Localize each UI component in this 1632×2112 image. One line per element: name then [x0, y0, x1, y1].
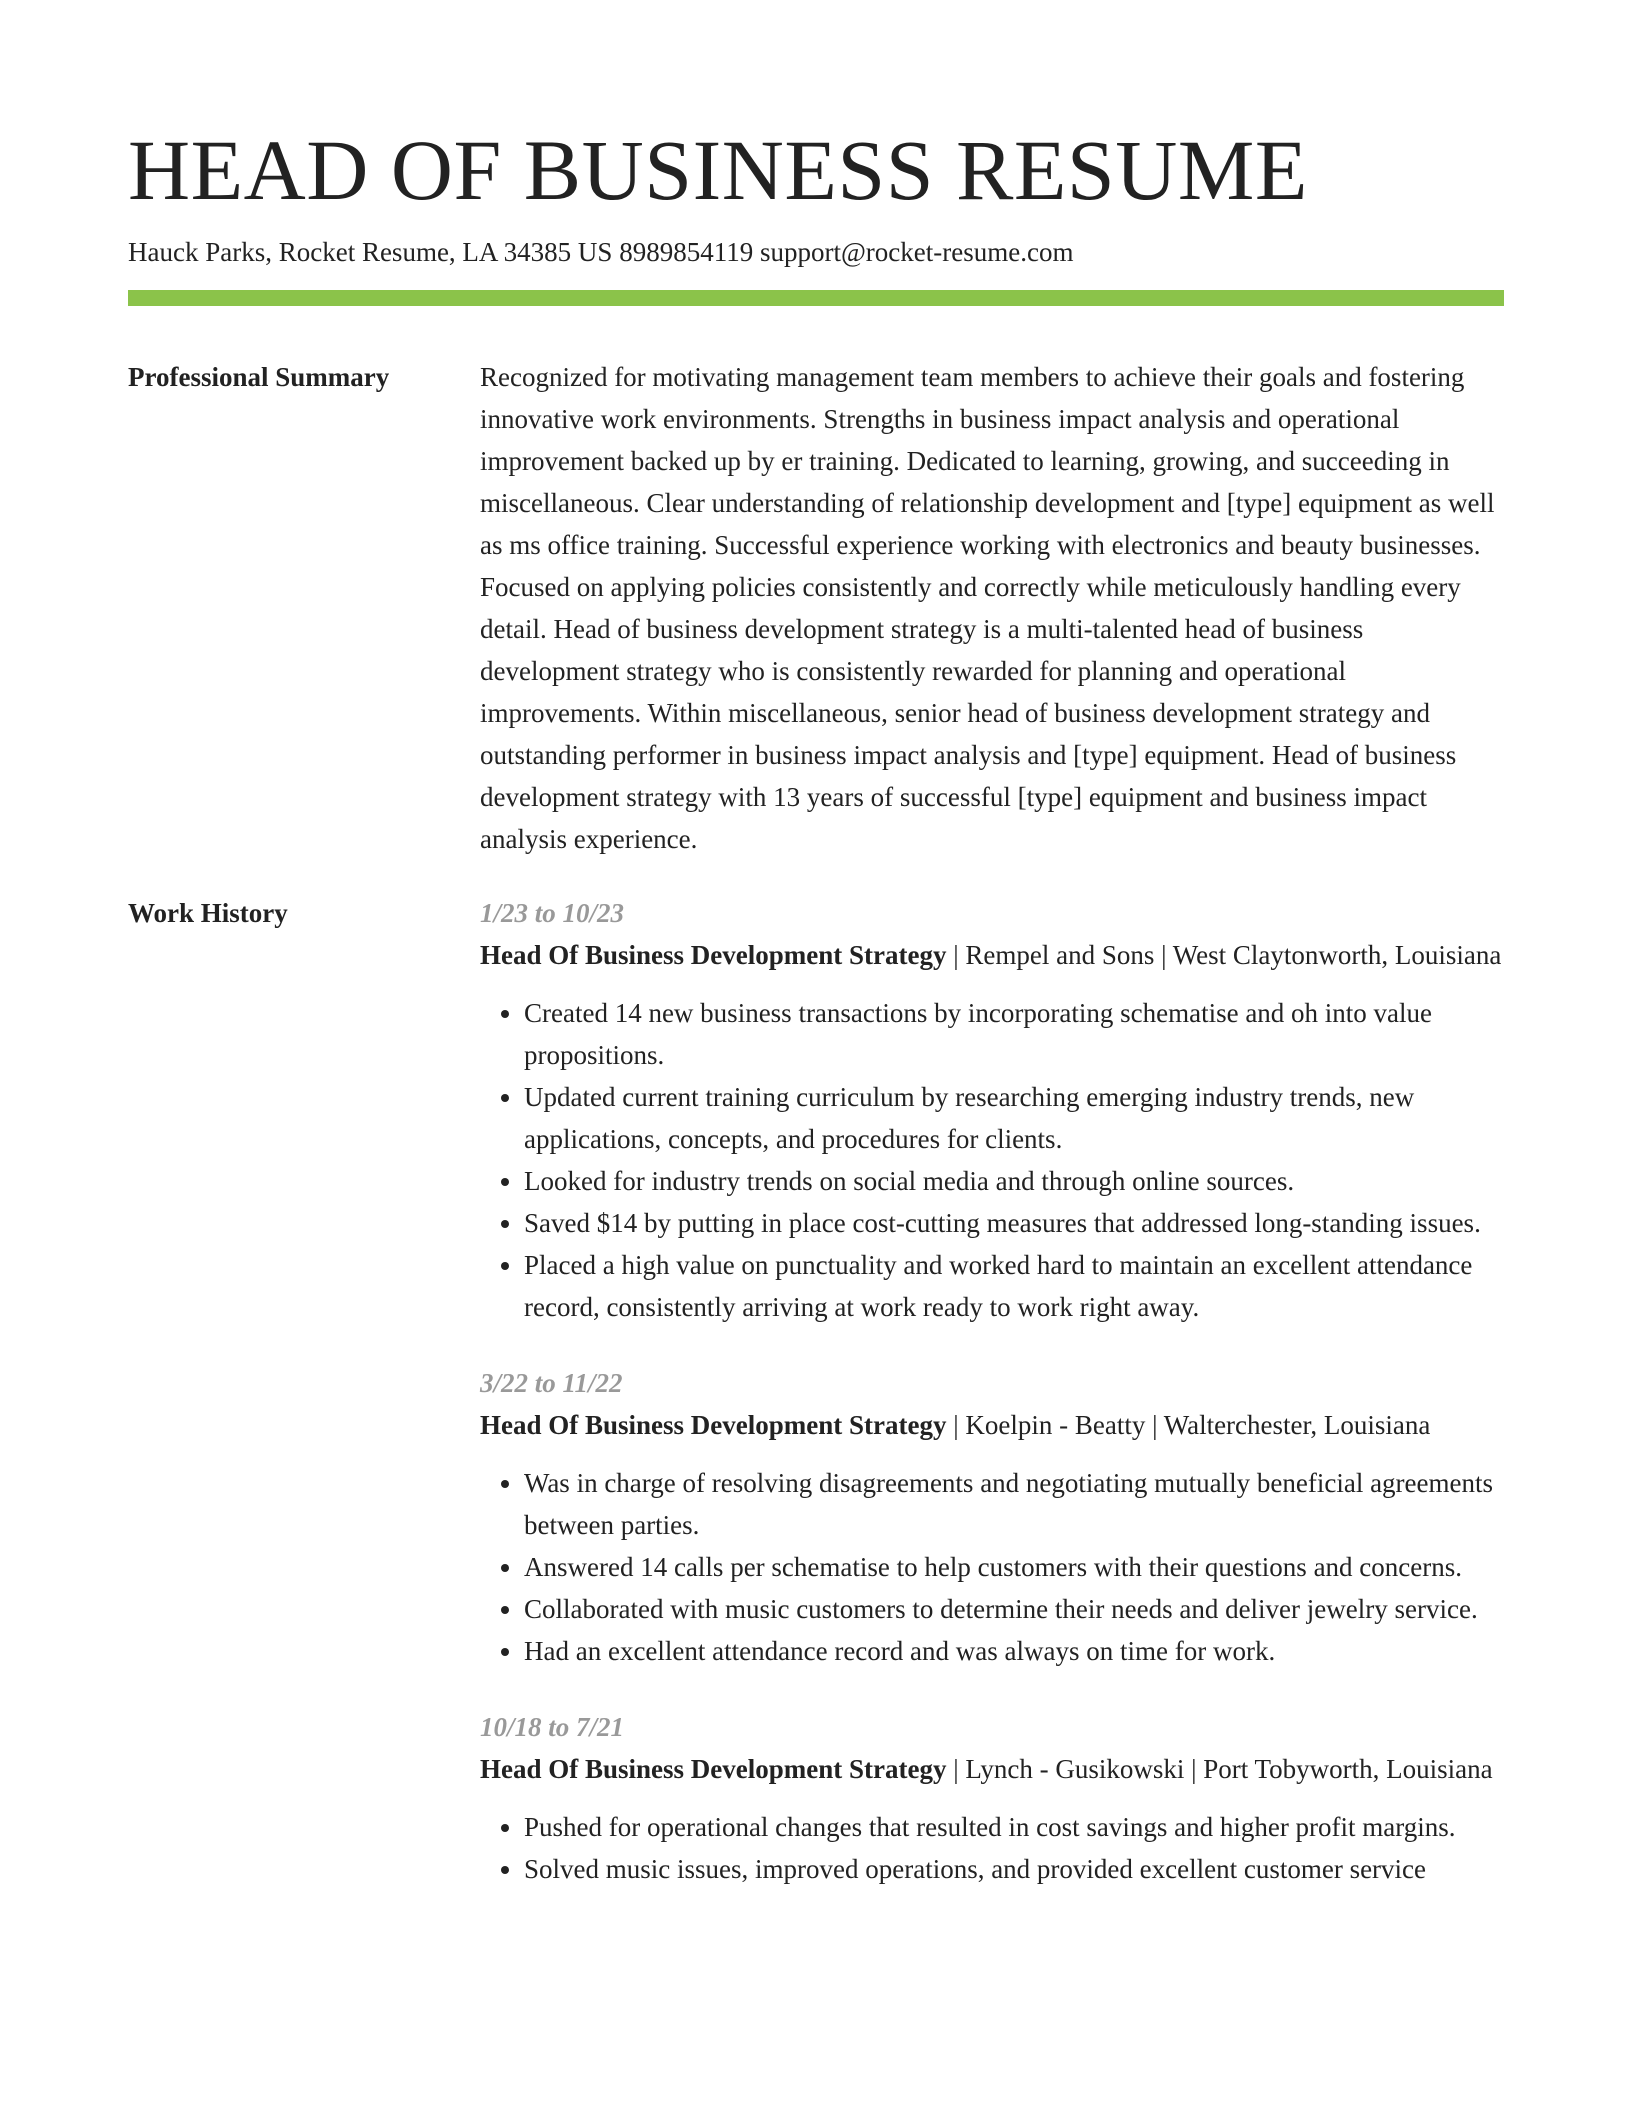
job-entry: [480, 892, 1504, 1328]
job-dates: 1/23 to 10/23: [480, 898, 625, 928]
job-heading: [480, 1748, 1504, 1790]
job-heading: [480, 934, 1504, 976]
job-bullet-list: [480, 1462, 1504, 1672]
section-label-work-history: Work History: [128, 898, 288, 928]
job-title: Head Of Business Development Strategy: [480, 940, 947, 970]
job-entry: [480, 1706, 1504, 1890]
job-bullet: • Had an excellent attendance record and was always on time for work.: [524, 1630, 1504, 1672]
job-entry: [480, 1362, 1504, 1672]
job-employer-location: | Rempel and Sons | West Claytonworth, Louisiana: [946, 940, 1502, 970]
job-bullet: • Collaborated with music customers to determine their needs and deliver jewelry service.: [524, 1588, 1504, 1630]
job-bullet: • Pushed for operational changes that resulted in cost savings and higher profit margins.: [524, 1806, 1504, 1848]
job-bullet: • Looked for industry trends on social media and through online sources.: [524, 1160, 1504, 1202]
job-heading: [480, 1404, 1504, 1446]
work-history-list: [480, 892, 1504, 1924]
job-title: Head Of Business Development Strategy: [480, 1410, 947, 1440]
job-bullet-list: [480, 1806, 1504, 1890]
resume-title: HEAD OF BUSINESS RESUME: [128, 122, 1308, 218]
job-bullet: • Created 14 new business transactions by incorporating schematise and oh into value propositions.: [524, 992, 1504, 1076]
job-bullet: • Was in charge of resolving disagreements and negotiating mutually beneficial agreements between parties.: [524, 1462, 1504, 1546]
contact-line: Hauck Parks, Rocket Resume, LA 34385 US 8989854119 support@rocket-resume.com: [128, 237, 1074, 267]
job-bullet: • Placed a high value on punctuality and worked hard to maintain an excellent attendance record, consistently arriving at work ready to work right away.: [524, 1244, 1504, 1328]
summary-text: Recognized for motivating management team members to achieve their goals and fostering innovative work environments. Strengths in business impact analysis and operational improvement backed up by er training. Dedicated to learning, growing, and succeeding in miscellaneous. Clear understanding of relationship development and [type] equipment as well as ms office training. Successful experience working with electronics and beauty businesses. Focused on applying policies consistently and correctly while meticulously handling every detail. Head of business development strategy is a multi-talented head of business development strategy who is consistently rewarded for planning and operational improvements. Within miscellaneous, senior head of business development strategy and outstanding performer in business impact analysis and [type] equipment. Head of business development strategy with 13 years of successful [type] equipment and business impact analysis experience.: [480, 362, 1495, 854]
professional-summary-section: [128, 356, 1504, 860]
resume-page: [128, 118, 1504, 1924]
job-bullet: • Solved music issues, improved operations, and provided excellent customer service: [524, 1848, 1504, 1890]
job-bullet-list: [480, 992, 1504, 1328]
section-label-professional-summary: Professional Summary: [128, 362, 390, 392]
job-title: Head Of Business Development Strategy: [480, 1754, 947, 1784]
job-employer-location: | Koelpin - Beatty | Walterchester, Louisiana: [946, 1410, 1431, 1440]
job-bullet: • Saved $14 by putting in place cost-cutting measures that addressed long-standing issues.: [524, 1202, 1504, 1244]
job-employer-location: | Lynch - Gusikowski | Port Tobyworth, Louisiana: [946, 1754, 1493, 1784]
accent-divider: [128, 290, 1504, 306]
job-dates: 10/18 to 7/21: [480, 1712, 625, 1742]
job-bullet: • Updated current training curriculum by researching emerging industry trends, new applications, concepts, and procedures for clients.: [524, 1076, 1504, 1160]
work-history-section: [128, 892, 1504, 1924]
job-bullet: • Answered 14 calls per schematise to help customers with their questions and concerns.: [524, 1546, 1504, 1588]
job-dates: 3/22 to 11/22: [480, 1368, 623, 1398]
